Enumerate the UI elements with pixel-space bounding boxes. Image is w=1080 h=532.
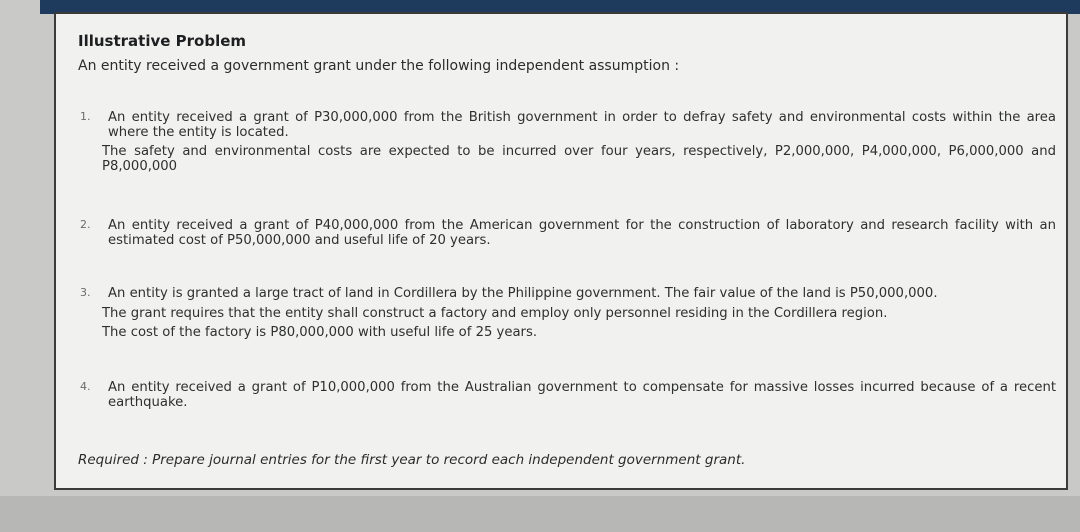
item-number: 4. [80,380,91,393]
list-item-2 [76,218,1056,248]
item-text: The cost of the factory is P80,000,000 with useful life of 25 years. [102,325,538,340]
item-text: The safety and environmental costs are expected to be incurred over four years, respectively, P2,000,000, P4,000,000, P6,000,000 and P8,000,000 [102,144,1056,174]
item-text: An entity received a grant of P30,000,000 from the British government in order to defray safety and environmental costs within the area where the entity is located. [108,110,1056,140]
item-number: 1. [80,110,91,123]
item-number: 2. [80,218,91,231]
required-instruction: Required : Prepare journal entries for the first year to record each independent government grant. [78,452,746,468]
problem-card [54,12,1068,490]
item-number: 3. [80,286,91,299]
list-item-4 [76,380,1056,410]
problem-intro: An entity received a government grant under the following independent assumption : [78,58,680,74]
item-text: The grant requires that the entity shall construct a factory and employ only personnel residing in the Cordillera region. [102,306,888,321]
list-item-3 [76,286,1056,340]
problem-title: Illustrative Problem [78,32,247,50]
item-text: An entity received a grant of P10,000,000 from the Australian government to compensate for massive losses incurred because of a recent earthquake. [108,380,1056,410]
item-text: An entity is granted a large tract of land in Cordillera by the Philippine government. The fair value of the land is P50,000,000. [108,286,938,301]
bottom-strip [0,496,1080,532]
list-item-1 [76,110,1056,174]
item-text: An entity received a grant of P40,000,000 from the American government for the construction of laboratory and research facility with an estimated cost of P50,000,000 and useful life of 20 years. [108,218,1056,248]
